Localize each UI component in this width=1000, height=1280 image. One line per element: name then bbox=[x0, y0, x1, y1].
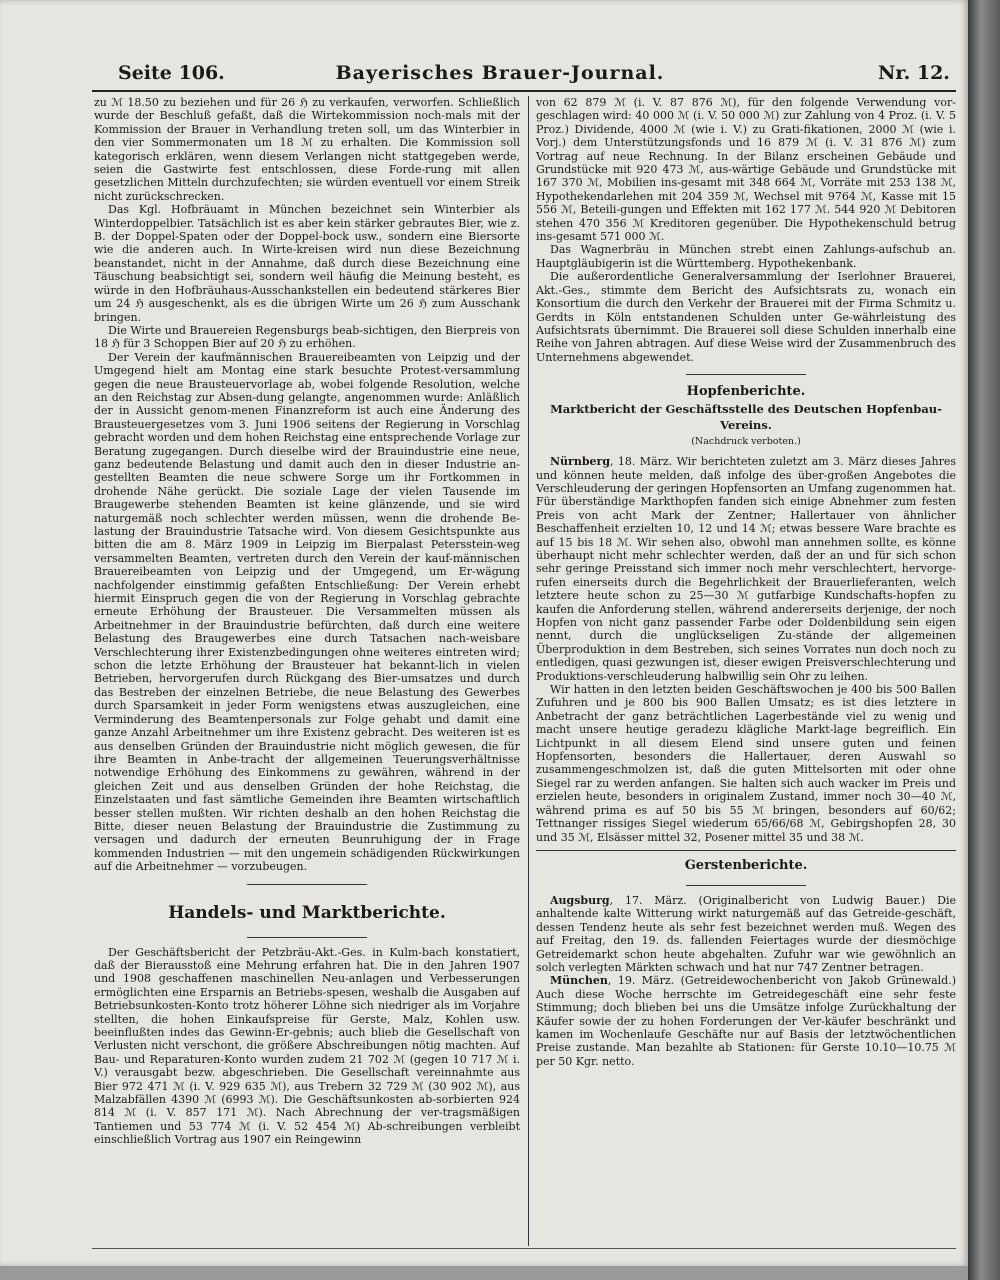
section-divider bbox=[536, 850, 956, 851]
page-number: Seite 106. bbox=[118, 62, 225, 84]
section-divider bbox=[247, 937, 367, 938]
dateline-text: , 18. März. Wir berichteten zuletzt am 3. März dieses Jahres und können heute melden, daß infolge des über-großen Angebotes die Verschleuderung der geringen Hopfensorten an Umfang zugenommen hat. Für überständige Markthopfen fanden sich einige Abnehmer zum festen Preis von acht Mark der Zentner; Hallertauer von ähnlicher Beschaffenheit erzielten 10, 12 und 14 ℳ; etwas bessere Ware brachte es auf 15 bis 18 ℳ. Wir sehen also, obwohl man annehmen sollte, es könne überhaupt nicht mehr schlechter werden, daß der an und für sich schon sehr geringe Preisstand sich immer noch mehr verschlechtert, hervorge-rufen einerseits durch die Begehrlichkeit der Brauerlieferanten, welch letztere heute schon zu 25—30 ℳ gutfarbige Kundschafts-hopfen zu kaufen die Anforderung stellen, während andererseits derjenige, der noch Hopfen von nicht ganz passender Farbe oder Doldenbildung sein eigen nennt, durch die unglückseligen Zu-stände der allgemeinen Überproduktion in dem Bestreben, sich seines Vorrates nun doch noch zu entledigen, quasi gezwungen ist, dieser ewigen Preisverschlechterung und Produktions-verschleuderung halbwillig sein Ohr zu leihen. bbox=[536, 455, 956, 683]
right-column bbox=[536, 96, 956, 1246]
left-column bbox=[94, 96, 520, 1246]
column-divider bbox=[528, 96, 529, 1246]
section-heading-hops: Hopfenberichte. bbox=[686, 384, 806, 400]
dateline-text: , 17. März. (Originalbericht von Ludwig Bauer.) Die anhaltende kalte Witterung wirkt naturgemäß auf das Getreide-geschäft, dessen Tendenz heute als sehr fest bezeichnet werden muß. Wegen des auf Freitag, den 19. ds. fallenden Feiertages wurde der diesmöchige Getreidemarkt schon heute abgehalten. Zufuhr war wie gewöhnlich an solch verlegten Märkten schwach und hat nur 747 Zentner betragen. bbox=[536, 893, 956, 974]
article-paragraph: Die außerordentliche Generalversammlung der Iserlohner Brauerei, Akt.-Ges., stimmte dem Bericht des Aufsichtsrats zu, wonach ein Konsortium die durch den Verkehr der Brauerei mit der Firma Schmitz u. Gerdts in Köln entstandenen Schulden unter Ge-währleistung des Aufsichtsrats übernimmt. Die Brauerei soll diese Schulden innerhalb eine Reihe von Jahren abtragen. Auf diese Weise wird der Zusammenbruch des Unternehmens abgewendet. bbox=[536, 270, 956, 364]
page-edge bbox=[0, 1266, 968, 1280]
dateline-text: , 19. März. (Getreidewochenbericht von Jakob Grünewald.) Auch diese Woche herrschte im Getreidegeschäft eine sehr feste Stimmung; doch blieben bei uns die Umsätze infolge Zurückhaltung der Käufer sowie der zu hohen Forderungen der Ver-käufer beschränkt und kamen im Wochenlaufe Geschäfte nur auf Basis der letztwöchentlichen Preise zustande. Man bezahlte ab Stationen: für Gerste 10.10—10.75 ℳ per 50 Kgr. netto. bbox=[536, 974, 956, 1068]
article-paragraph: Der Verein der kaufmännischen Brauereibeamten von Leipzig und der Umgegend hielt am Montag eine stark besuchte Protest-versammlung gegen die neue Brausteuervorlage ab, wobei folgende Resolution, welche an den Reichstag zur Absen-dung gelangte, angenommen wurde: Anläßlich der in Aussicht genom-menen Finanzreform ist auch eine Änderung des Brausteuergesetzes vom 3. Juni 1906 seitens der Regierung in Vorschlag gebracht worden und dem hohen Reichstag eine entsprechende Vorlage zur Beratung zugegangen. Durch dieselbe wird der Brauindustrie eine neue, ganz bedeutende Belastung und damit auch den in dieser Industrie an-gestellten Beamten die neue schwere Sorge um ihr Fortkommen in drohende Nähe gerückt. Die soziale Lage der vielen Tausende im Braugewerbe stehenden Beamten ist keine glänzende, und sie wird naturgemäß noch schlechter werden müssen, wenn die drohende Be-lastung der Brauindustrie Tatsache wird. Von diesem Gesichtspunkte aus bitten die am 8. März 1909 in Leipzig im Bierpalast Petersstein-weg versammelten Beamten, vertreten durch den Verein der kauf-männischen Brauereibeamten von Leipzig und der Umgegend, um Er-wägung nachfolgender einstimmig gefaßten Entschließung: Der Verein erhebt hiermit Einspruch gegen die von der Regierung in Vorschlag gebrachte erneute Erhöhung der Brausteuer. Die Versammelten müssen als Arbeitnehmer in der Brauindustrie befürchten, daß durch eine weitere Belastung des Braugewerbes eine durch Tatsachen nach-weisbare Verschlechterung ihrer Existenzbedingungen ohne weiteres eintreten wird; schon die letzte Erhöhung der Brausteuer hat bekannt-lich in vielen Betrieben, hervorgerufen durch Rückgang des Bier-umsatzes und durch das Bestreben der einzelnen Betriebe, die neue Belastung des Gewerbes durch Sparsamkeit in jeder Form wenigstens etwas auszugleichen, eine Verminderung des Beamtenpersonals zur Folge gehabt und damit eine ganze Anzahl Arbeitnehmer um ihre Existenz gebracht. Des weiteren ist es aus denselben Gründen der Brauindustrie nicht möglich gewesen, die für ihre Beamten in Anbe-tracht der allgemeinen Teuerungsverhältnisse notwendige Erhöhung des Einkommens zu gewähren, während in der gleichen Zeit und aus denselben Gründen der hohe Reichstag, die Einzelstaaten und fast sämtliche Gemeinden ihre Beamten wirtschaftlich besser stellen mußten. Wir richten deshalb an den hohen Reichstag die Bitte, dieser neuen Belastung der Brauindustrie die Zustimmung zu versagen und dadurch der erneuten Beunruhigung der in Frage kommenden Industrien — mit den ungemein schädigenden Rückwirkungen auf die Arbeitnehmer — vorzubeugen. bbox=[94, 350, 520, 874]
header-rule bbox=[92, 90, 956, 92]
article-paragraph: von 62 879 ℳ (i. V. 87 876 ℳ), für den folgende Verwendung vor-geschlagen wird: 40 000 ℳ (i. V. 50 000 ℳ) zur Zahlung von 4 Proz. (i. V. 5 Proz.) Dividende, 4000 ℳ (wie i. V.) zu Grati-fikationen, 2000 ℳ (wie i. Vorj.) dem Unterstützungsfonds und 16 879 ℳ (i. V. 31 876 ℳ) zum Vortrag auf neue Rechnung. In der Bilanz erscheinen Gebäude und Grundstücke mit 920 473 ℳ, aus-wärtige Gebäude und Grundstücke mit 167 370 ℳ, Mobilien ins-gesamt mit 348 664 ℳ, Vorräte mit 253 138 ℳ, Hypothekendarlehen mit 204 359 ℳ, Wechsel mit 9764 ℳ, Kasse mit 15 556 ℳ, Beteili-gungen und Effekten mit 162 177 ℳ. 544 920 ℳ Debitoren stehen 470 356 ℳ Kreditoren gegenüber. Die Hypothekenschuld betrug ins-gesamt 571 000 ℳ. bbox=[536, 96, 956, 244]
article-paragraph: zu ℳ 18.50 zu beziehen und für 26 ℌ zu verkaufen, verworfen. Schließlich wurde der Beschluß gefaßt, daß die Wirtekommission noch-mals mit der Kommission der Brauer in Verhandlung treten soll, um das Winterbier in den vier Sommermonaten um 18 ℳ zu erhalten. Die Kommission soll kategorisch erklären, wenn diesem Verlangen nicht stattgegeben werde, seien die Gastwirte fest entschlossen, diese Forde-rung mit allen gesetzlichen Mitteln durchzufechten; sie würden eventuell vor einem Streik nicht zurückschrecken. bbox=[94, 96, 520, 203]
journal-title: Bayerisches Brauer-Journal. bbox=[335, 62, 665, 84]
section-divider bbox=[247, 884, 367, 885]
dateline-city: München bbox=[550, 974, 608, 988]
hops-subtitle: Marktbericht der Geschäftsstelle des Deutschen Hopfenbau-Vereins. bbox=[550, 402, 942, 433]
article-paragraph: Das Wagnerbräu in München strebt einen Zahlungs-aufschub an. Hauptgläubigerin ist die Württemberg. Hypothekenbank. bbox=[536, 243, 956, 270]
dateline-city: Augsburg bbox=[550, 893, 610, 907]
article-paragraph bbox=[536, 455, 956, 683]
section-heading-barley: Gerstenberichte. bbox=[684, 857, 808, 873]
issue-number: Nr. 12. bbox=[878, 62, 950, 84]
article-paragraph: Die Wirte und Brauereien Regensburgs beab-sichtigen, den Bierpreis von 18 ℌ für 3 Schoppen Bier auf 20 ℌ zu erhöhen. bbox=[94, 323, 520, 351]
reprint-note: (Nachdruck verboten.) bbox=[691, 436, 801, 448]
section-divider bbox=[686, 885, 806, 886]
footer-rule bbox=[92, 1248, 956, 1249]
book-binding bbox=[968, 0, 1000, 1280]
article-paragraph: Der Geschäftsbericht der Petzbräu-Akt.-Ges. in Kulm-bach konstatiert, daß der Bierausstoß eine Mehrung erfahren hat. Die in den Jahren 1907 und 1908 geschaffenen maschinellen Neu-anlagen und Verbesserungen ermöglichten eine Ersparnis an Betriebs-spesen, weshalb die Ausgaben auf Betriebsunkosten-Konto trotz höherer Löhne sich niedriger als im Vorjahre stellten, die hohen Einkaufspreise für Gerste, Malz, Kohlen usw. beeinflußten indes das Gewinn-Er-gebnis; auch blieb die Gesellschaft von Verlusten nicht verschont, die größere Abschreibungen nötig machten. Auf Bau- und Reparaturen-Konto wurden zudem 21 702 ℳ (gegen 10 717 ℳ i. V.) verausgabt bezw. abgeschrieben. Die Gesellschaft vereinnahmte aus Bier 972 471 ℳ (i. V. 929 635 ℳ), aus Trebern 32 729 ℳ (30 902 ℳ), aus Malzabfällen 4390 ℳ (6993 ℳ). Die Geschäftsunkosten ab-sorbierten 924 814 ℳ (i. V. 857 171 ℳ). Nach Abrechnung der ver-tragsmäßigen Tantiemen und 53 774 ℳ (i. V. 52 454 ℳ) Ab-schreibungen verbleibt einschließlich Vortrag aus 1907 ein Reingewinn bbox=[94, 945, 520, 1147]
section-divider bbox=[686, 374, 806, 375]
article-paragraph bbox=[536, 894, 956, 974]
article-paragraph: Das Kgl. Hofbräuamt in München bezeichnet sein Winterbier als Winterdoppelbier. Tatsächlich ist es aber kein stärker gebrautes Bier, wie z. B. der Doppel-Spaten oder der Doppel-bock usw., sondern eine Biersorte wie die anderen auch. In Wirte-kreisen wird nun diese Bezeichnung beanstandet, nicht in der Annahme, daß durch diese Bezeichnung eine Täuschung beabsichtigt sei, sondern weil häufig die Meinung besteht, es würde in den Hofbräuhaus-Ausschankstellen ein bedeutend stärkeres Bier um 24 ℌ ausgeschenkt, als es die übrigen Wirte um 26 ℌ zum Ausschank bringen. bbox=[94, 203, 520, 324]
article-paragraph: Wir hatten in den letzten beiden Geschäftswochen je 400 bis 500 Ballen Zufuhren und je 800 bis 900 Ballen Umsatz; es ist dies letztere in Anbetracht der ganz beträchtlichen Lagerbestände viel zu wenig und macht unsere heutige geradezu klägliche Markt-lage begreiflich. Ein Lichtpunkt in all diesem Elend sind unsere guten und feinen Hopfensorten, besonders die Hallertauer, deren Auswahl so zusammengeschmolzen ist, daß die guten Mittelsorten mit oder ohne Siegel rar zu werden anfangen. Sie halten sich auch wacker im Preis und erzielen heute, besonders in originalem Zustand, immer noch 30—40 ℳ, während prima es auf 50 bis 55 ℳ bringen, besonders auf 60/62; Tettnanger rissiges Siegel wiederum 65/66/68 ℳ, Gebirgshopfen 28, 30 und 35 ℳ, Elsässer mittel 32, Posener mittel 35 und 38 ℳ. bbox=[536, 683, 956, 844]
section-heading-trade-reports: Handels- und Marktberichte. bbox=[168, 902, 446, 923]
article-paragraph bbox=[536, 974, 956, 1068]
dateline-city: Nürnberg bbox=[550, 455, 611, 469]
